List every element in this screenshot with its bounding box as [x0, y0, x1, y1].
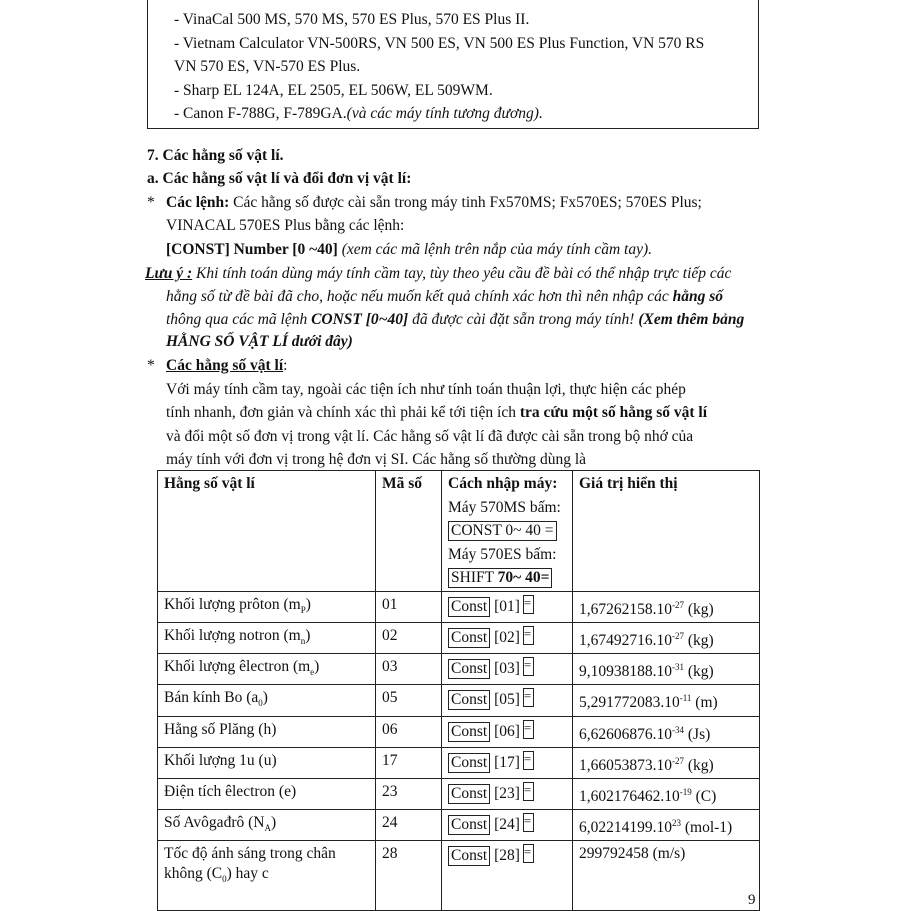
constant-value: $1,67492716.10^{-27}$ (kg): [573, 623, 760, 654]
constant-code: 05: [376, 685, 442, 716]
header-entry: Cách nhập máy: Máy 570MS bấm: CONST 0~ 40 = Máy 570ES bấm: SHIFT 70~ 40=: [442, 471, 573, 592]
table-row: [158, 654, 760, 685]
constant-code: 01: [376, 592, 442, 623]
constant-entry: Const [24]=: [442, 810, 573, 841]
note-line: thông qua các mã lệnh CONST [0~40] đã được cài đặt sẵn trong máy tính! (Xem thêm bảng: [166, 311, 745, 328]
commands-line: VINACAL 570ES Plus bằng các lệnh:: [166, 217, 405, 234]
equals-key-icon: [523, 844, 534, 863]
constants-table: [157, 470, 760, 911]
constant-name: Điện tích êlectron (e): [158, 778, 376, 809]
constant-value: 299792458 (m/s): [573, 841, 760, 911]
constant-code: 17: [376, 747, 442, 778]
constant-entry: Const [01]=: [442, 592, 573, 623]
table-row: [158, 685, 760, 716]
constant-name: Bán kính Bo $(a_0)$: [158, 685, 376, 716]
bullet: *: [147, 357, 155, 374]
table-row: [158, 841, 760, 911]
es-key-sequence: SHIFT 70~ 40=: [448, 568, 552, 588]
constant-value: $9,10938188.10^{-31}$ (kg): [573, 654, 760, 685]
header-code: Mã số: [376, 471, 442, 592]
equals-key-icon: [523, 595, 534, 614]
constant-code: 28: [376, 841, 442, 911]
equals-key-icon: [523, 782, 534, 801]
constant-name: Khối lượng 1u (u): [158, 747, 376, 778]
table-row: [158, 592, 760, 623]
calculator-item: - Vietnam Calculator VN-500RS, VN 500 ES, VN 500 ES Plus Function, VN 570 RS: [174, 35, 705, 52]
constant-entry: Const [23]=: [442, 778, 573, 809]
equals-key-icon: [523, 751, 534, 770]
paragraph-line: máy tính với đơn vị trong hệ đơn vị SI. Các hằng số thường dùng là: [166, 451, 587, 468]
calculator-list-box: [147, 0, 759, 129]
table-row: [158, 810, 760, 841]
constant-code: 03: [376, 654, 442, 685]
ms-key-sequence: CONST 0~ 40 =: [448, 521, 557, 541]
table-row: [158, 716, 760, 747]
constant-code: 23: [376, 778, 442, 809]
table-header-row: [158, 471, 760, 592]
constant-value: $6,62606876.10^{-34}$ (Js): [573, 716, 760, 747]
constant-entry: Const [06]=: [442, 716, 573, 747]
calculator-item: - Canon F-788G, F-789GA.(và các máy tính tương đương).: [174, 105, 543, 122]
constant-name: Tốc độ ánh sáng trong chân không $(C_0)$ hay c: [158, 841, 376, 911]
constant-value: $1,67262158.10^{-27}$ (kg): [573, 592, 760, 623]
table-row: [158, 623, 760, 654]
paragraph-line: Với máy tính cầm tay, ngoài các tiện ích như tính toán thuận lợi, thực hiện các phép: [166, 381, 686, 398]
constant-name: Khối lượng prôton $(m_P)$: [158, 592, 376, 623]
constant-entry: Const [17]=: [442, 747, 573, 778]
subsection-heading: a. Các hằng số vật lí và đổi đơn vị vật lí:: [147, 170, 412, 187]
constant-code: 02: [376, 623, 442, 654]
equals-key-icon: [523, 626, 534, 645]
commands-line: Các lệnh: Các hằng số được cài sẵn trong máy tinh Fx570MS; Fx570ES; 570ES Plus;: [166, 194, 702, 211]
note-line: hằng số từ đề bài đã cho, hoặc nếu muốn kết quả chính xác hơn thì nên nhập các hằng số: [166, 288, 724, 305]
paragraph-line: tính nhanh, đơn giản và chính xác thì phải kể tới tiện ích tra cứu một số hằng số vật lí: [166, 404, 707, 421]
const-command: [CONST] Number [0 ~40] (xem các mã lệnh trên nắp của máy tính cầm tay).: [166, 241, 653, 258]
calculator-item: - VinaCal 500 MS, 570 MS, 570 ES Plus, 570 ES Plus II.: [174, 11, 530, 28]
constant-name: Khối lượng notron $(m_n)$: [158, 623, 376, 654]
calculator-item: VN 570 ES, VN-570 ES Plus.: [174, 58, 361, 75]
paragraph-line: và đổi một số đơn vị trong vật lí. Các hằng số vật lí đã được cài sẵn trong bộ nhớ của: [166, 428, 694, 445]
constant-value: 6,02214199.10$^{23}$ (mol-1): [573, 810, 760, 841]
constant-value: $1,602176462.10^{-19}$ (C): [573, 778, 760, 809]
note-line: HẰNG SỐ VẬT LÍ dưới đây): [166, 333, 353, 350]
table-row: [158, 778, 760, 809]
constant-code: 06: [376, 716, 442, 747]
constant-name: Số Avôgađrô $(N_A)$: [158, 810, 376, 841]
constant-entry: Const [03]=: [442, 654, 573, 685]
constant-entry: Const [28]=: [442, 841, 573, 911]
equals-key-icon: [523, 688, 534, 707]
equals-key-icon: [523, 813, 534, 832]
equals-key-icon: [523, 657, 534, 676]
equals-key-icon: [523, 720, 534, 739]
constant-entry: Const [05]=: [442, 685, 573, 716]
constant-code: 24: [376, 810, 442, 841]
constant-name: Hằng số Plăng (h): [158, 716, 376, 747]
table-row: [158, 747, 760, 778]
header-constant: Hằng số vật lí: [158, 471, 376, 592]
page-number: 9: [748, 892, 756, 908]
constant-value: $5,291772083.10^{-11}$ (m): [573, 685, 760, 716]
note-line: Lưu ý : Khi tính toán dùng máy tính cầm tay, tùy theo yêu cầu đề bài có thể nhập trực tiếp các: [145, 265, 732, 282]
constant-entry: Const [02]=: [442, 623, 573, 654]
header-value: Giá trị hiển thị: [573, 471, 760, 592]
constant-value: $1,66053873.10^{-27}$ (kg): [573, 747, 760, 778]
calculator-item: - Sharp EL 124A, EL 2505, EL 506W, EL 509WM.: [174, 82, 493, 99]
constants-heading: Các hằng số vật lí:: [166, 357, 288, 374]
constant-name: Khối lượng êlectron $(m_e)$: [158, 654, 376, 685]
bullet: *: [147, 194, 155, 211]
section-heading: 7. Các hằng số vật lí.: [147, 147, 284, 164]
